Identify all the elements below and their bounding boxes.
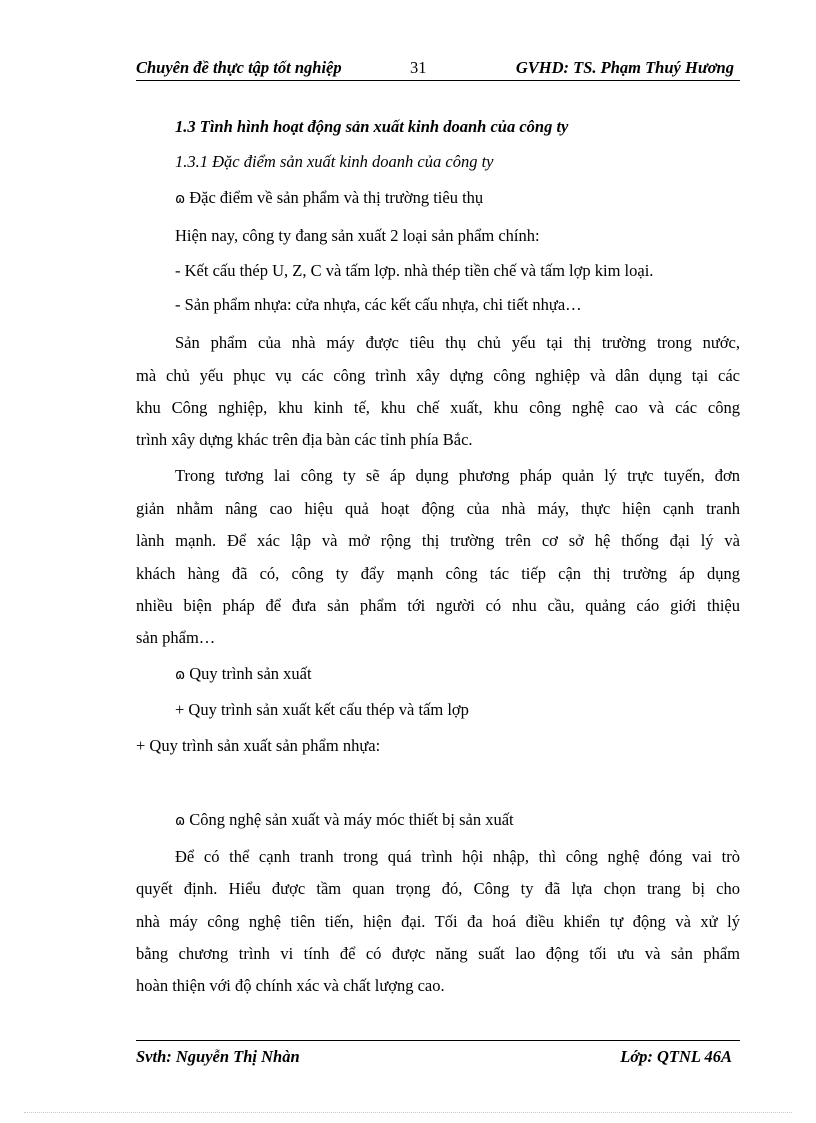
page-number: 31 (410, 58, 427, 77)
footer-class: Lớp: QTNL 46A (620, 1047, 732, 1066)
page-header (136, 58, 740, 81)
page-bottom-divider (24, 1112, 792, 1113)
paragraph-line: Sản phẩm của nhà máy được tiêu thụ chủ yếu tại thị trường trong nước, (175, 333, 740, 352)
process-item: + Quy trình sản xuất sản phẩm nhựa: (136, 736, 381, 755)
subsection-heading: 1.3.1 Đặc điểm sản xuất kinh doanh của công ty (175, 152, 494, 171)
bullet-heading-process (175, 664, 312, 685)
footer-student: Svth: Nguyễn Thị Nhàn (136, 1047, 300, 1066)
bullet-text: Quy trình sản xuất (189, 664, 312, 683)
bullet-text: Đặc điểm về sản phẩm và thị trường tiêu thụ (189, 188, 484, 207)
list-item: - Kết cấu thép U, Z, C và tấm lợp. nhà thép tiền chế và tấm lợp kim loại. (175, 261, 654, 280)
list-item: - Sản phẩm nhựa: cửa nhựa, các kết cấu nhựa, chi tiết nhựa… (175, 295, 582, 314)
bullet-text: Công nghệ sản xuất và máy móc thiết bị sản xuất (189, 810, 514, 829)
paragraph-line: Để có thể cạnh tranh trong quá trình hội nhập, thì công nghệ đóng vai trò (175, 847, 740, 866)
paragraph-line: nhiều biện pháp để đưa sản phẩm tới người có nhu cầu, quảng cáo giới thiệu (136, 596, 740, 615)
paragraph-line: sản phẩm… (136, 628, 216, 647)
bullet-icon: ɷ (175, 667, 186, 683)
paragraph-line: hoàn thiện với độ chính xác và chất lượng cao. (136, 976, 445, 995)
page-footer (136, 1040, 740, 1065)
paragraph-line: khách hàng đã có, công ty đẩy mạnh công tác tiếp cận thị trường áp dụng (136, 564, 740, 583)
paragraph-line: Trong tương lai công ty sẽ áp dụng phương pháp quản lý trực tuyến, đơn (175, 466, 740, 485)
paragraph-line: khu Công nghiệp, khu kinh tế, khu chế xuất, khu công nghệ cao và các công (136, 398, 740, 417)
section-heading: 1.3 Tình hình hoạt động sản xuất kinh doanh của công ty (175, 117, 569, 136)
bullet-icon: ɷ (175, 191, 186, 207)
bullet-heading-technology (175, 810, 514, 831)
paragraph-line: nhà máy công nghệ tiên tiến, hiện đại. Tối đa hoá điều khiển tự động và xử lý (136, 912, 740, 931)
paragraph-line: bằng chương trình vi tính để có được năng suất lao động tối ưu và sản phẩm (136, 944, 740, 963)
paragraph-line: giản nhằm nâng cao hiệu quả hoạt động của nhà máy, thực hiện cạnh tranh (136, 499, 740, 518)
paragraph-line: quyết định. Hiểu được tầm quan trọng đó, Công ty đã lựa chọn trang bị cho (136, 879, 740, 898)
paragraph-line: Hiện nay, công ty đang sản xuất 2 loại sản phẩm chính: (175, 226, 540, 245)
process-item: + Quy trình sản xuất kết cấu thép và tấm lợp (175, 700, 469, 719)
paragraph-line: trình xây dựng khác trên địa bàn các tỉnh phía Bắc. (136, 430, 473, 449)
bullet-icon: ɷ (175, 813, 186, 829)
paragraph-line: lành mạnh. Để xác lập và mở rộng thị trường trên cơ sở hệ thống đại lý và (136, 531, 740, 550)
header-supervisor: GVHD: TS. Phạm Thuý Hương (515, 58, 734, 77)
header-title: Chuyên đề thực tập tốt nghiệp (136, 58, 342, 77)
bullet-heading-market (175, 188, 483, 209)
paragraph-line: mà chủ yếu phục vụ các công trình xây dựng công nghiệp và dân dụng tại các (136, 366, 740, 385)
